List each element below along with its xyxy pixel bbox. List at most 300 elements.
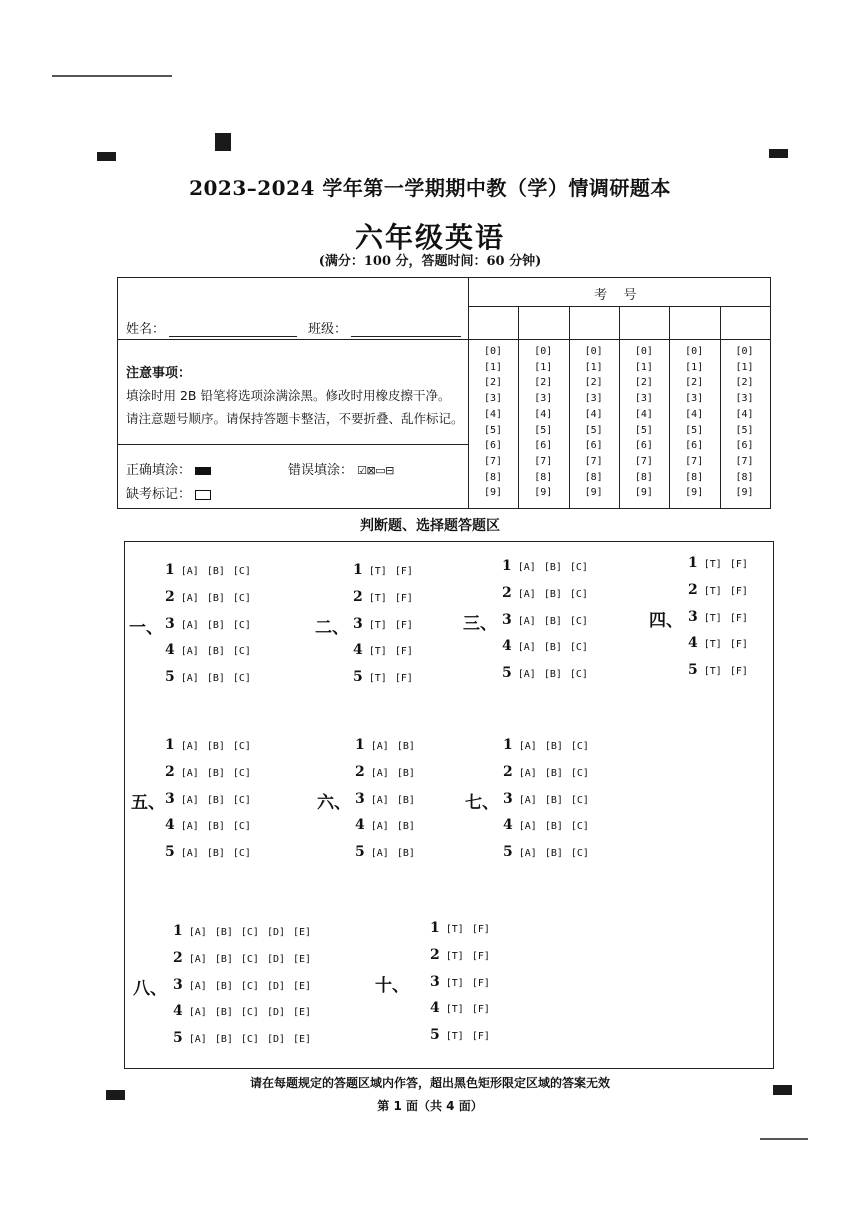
answer-option-bubble[interactable]: [D] [266, 1007, 285, 1019]
answer-option-bubble[interactable]: [A] [518, 794, 537, 806]
question-row [502, 665, 596, 681]
answer-option-bubble[interactable]: [C] [570, 848, 589, 860]
question-number: 5 [165, 669, 175, 686]
exam-digit-bubble[interactable]: [8] [534, 471, 553, 483]
wrong-fill-label: 错误填涂： [288, 463, 354, 478]
exam-digit-bubble[interactable]: [3] [584, 393, 603, 405]
question-row [165, 817, 259, 833]
answer-option-bubble[interactable]: [B] [206, 646, 225, 658]
divider [569, 306, 570, 508]
answer-option-bubble[interactable]: [B] [543, 669, 562, 681]
answer-option-bubble[interactable]: [F] [729, 639, 748, 651]
question-row [502, 585, 596, 601]
exam-digit-bubble[interactable]: [5] [584, 424, 603, 436]
divider [468, 278, 469, 508]
answer-option-bubble[interactable]: [B] [543, 615, 562, 627]
question-row [165, 642, 259, 658]
answer-option-bubble[interactable]: [B] [214, 953, 233, 965]
answer-option-bubble[interactable]: [A] [518, 767, 537, 779]
answer-option-bubble[interactable]: [B] [396, 794, 415, 806]
alignment-mark [215, 133, 231, 151]
answer-option-bubble[interactable]: [C] [570, 821, 589, 833]
exam-digit-bubble[interactable]: [8] [483, 471, 503, 483]
question-number: 3 [503, 790, 513, 807]
exam-digit-bubble[interactable]: [0] [685, 346, 704, 357]
question-row [430, 1000, 498, 1016]
answer-option-bubble[interactable]: [A] [370, 794, 389, 806]
name-field[interactable] [126, 318, 297, 337]
exam-digit-column [574, 344, 614, 501]
divider [118, 444, 468, 445]
answer-option-bubble[interactable]: [A] [517, 562, 536, 573]
exam-digit-column [674, 344, 714, 501]
answer-option-bubble[interactable]: [B] [544, 848, 563, 860]
question-number: 2 [688, 581, 698, 598]
exam-digit-bubble[interactable]: [3] [685, 393, 704, 405]
answer-option-bubble[interactable]: [B] [396, 741, 415, 752]
question-row [353, 562, 421, 578]
answer-option-bubble[interactable]: [C] [232, 646, 251, 658]
answer-option-bubble[interactable]: [C] [569, 615, 588, 627]
answer-option-bubble[interactable]: [F] [471, 1031, 490, 1043]
question-row [165, 589, 259, 605]
absent-mark-legend [126, 483, 211, 502]
answer-option-bubble[interactable]: [B] [543, 588, 562, 600]
answer-option-bubble[interactable]: [C] [232, 592, 251, 604]
exam-digit-bubble[interactable]: [2] [584, 377, 603, 389]
exam-digit-bubble[interactable]: [3] [634, 393, 653, 405]
question-number: 1 [688, 555, 698, 571]
question-row [503, 764, 597, 780]
answer-option-bubble[interactable]: [B] [206, 848, 225, 860]
exam-digit-bubble[interactable]: [5] [634, 424, 653, 436]
answer-option-bubble[interactable]: [C] [569, 669, 588, 681]
answer-option-bubble[interactable]: [B] [396, 767, 415, 779]
divider [720, 306, 721, 508]
question-number: 2 [165, 763, 175, 780]
exam-digit-bubble[interactable]: [6] [534, 440, 553, 452]
question-number: 4 [502, 638, 512, 655]
answer-option-bubble[interactable]: [C] [232, 821, 251, 833]
answer-option-bubble[interactable]: [C] [240, 980, 259, 992]
student-info-box [117, 277, 771, 509]
exam-digit-bubble[interactable]: [8] [685, 471, 704, 483]
scan-line-bottom [760, 1138, 808, 1140]
answer-option-bubble[interactable]: [A] [180, 646, 199, 658]
question-row [173, 923, 319, 939]
question-row [503, 844, 597, 860]
question-row [688, 662, 756, 678]
question-row [173, 950, 319, 966]
question-row [430, 974, 498, 990]
answer-option-bubble[interactable]: [A] [188, 980, 207, 992]
question-number: 1 [503, 737, 513, 753]
answer-option-bubble[interactable]: [C] [232, 767, 251, 779]
question-number: 3 [165, 615, 175, 632]
answer-option-bubble[interactable]: [F] [471, 924, 490, 935]
answer-option-bubble[interactable]: [F] [729, 559, 748, 570]
answer-option-bubble[interactable]: [B] [206, 566, 225, 577]
answer-option-bubble[interactable]: [C] [232, 619, 251, 631]
answer-option-bubble[interactable]: [C] [569, 588, 588, 600]
absent-mark-label: 缺考标记： [126, 487, 192, 502]
answer-option-bubble[interactable]: [E] [293, 980, 312, 992]
exam-digit-bubble[interactable]: [9] [584, 487, 603, 499]
answer-option-bubble[interactable]: [B] [544, 767, 563, 779]
question-number: 1 [173, 923, 183, 939]
answer-option-bubble[interactable]: [C] [240, 1034, 259, 1046]
question-number: 5 [355, 844, 365, 861]
answer-option-bubble[interactable]: [F] [394, 592, 413, 604]
question-row [503, 737, 597, 753]
exam-digit-bubble[interactable]: [4] [685, 408, 704, 420]
question-number: 1 [430, 920, 440, 936]
answer-option-bubble[interactable]: [B] [206, 794, 225, 806]
answer-option-bubble[interactable]: [F] [394, 566, 413, 577]
answer-option-bubble[interactable]: [E] [293, 1007, 312, 1019]
question-row [355, 764, 423, 780]
wrong-fill-legend [288, 459, 394, 478]
answer-option-bubble[interactable]: [F] [729, 585, 748, 597]
answer-option-bubble[interactable]: [B] [206, 821, 225, 833]
exam-digit-bubble[interactable]: [2] [735, 377, 754, 389]
scan-line-top [52, 75, 172, 77]
question-row [503, 817, 597, 833]
answer-option-bubble[interactable]: [C] [240, 927, 259, 938]
question-row [688, 582, 756, 598]
exam-digit-bubble[interactable]: [0] [483, 346, 503, 357]
answer-option-bubble[interactable]: [T] [368, 646, 387, 658]
wrong-fill-samples: ☑⊠▭⊟ [357, 464, 394, 477]
question-row [430, 920, 498, 936]
answer-option-bubble[interactable]: [F] [394, 673, 413, 685]
answer-area [124, 541, 774, 1069]
answer-option-bubble[interactable]: [T] [445, 977, 464, 989]
exam-digit-bubble[interactable]: [5] [685, 424, 704, 436]
answer-option-bubble[interactable]: [C] [570, 767, 589, 779]
question-row [688, 555, 756, 571]
answer-option-bubble[interactable]: [A] [180, 848, 199, 860]
question-number: 4 [173, 1003, 183, 1020]
alignment-mark [97, 152, 116, 161]
answer-option-bubble[interactable]: [D] [266, 953, 285, 965]
answer-option-bubble[interactable]: [T] [703, 666, 722, 678]
answer-option-bubble[interactable]: [T] [368, 619, 387, 631]
exam-digit-bubble[interactable]: [8] [634, 471, 653, 483]
absent-mark-box[interactable] [195, 490, 211, 500]
exam-digit-bubble[interactable]: [2] [534, 377, 553, 389]
exam-digit-bubble[interactable]: [6] [584, 440, 603, 452]
question-number: 4 [503, 817, 513, 834]
exam-digit-bubble[interactable]: [1] [634, 361, 653, 373]
correct-fill-sample [195, 467, 211, 475]
question-number: 1 [502, 558, 512, 574]
question-number: 5 [430, 1027, 440, 1044]
alignment-mark [769, 149, 788, 158]
exam-digit-bubble[interactable]: [6] [483, 440, 503, 452]
question-row [165, 764, 259, 780]
question-number: 1 [353, 562, 363, 578]
exam-digit-bubble[interactable]: [9] [634, 487, 653, 499]
question-number: 4 [165, 642, 175, 659]
answer-option-bubble[interactable]: [B] [214, 927, 233, 938]
answer-option-bubble[interactable]: [B] [544, 821, 563, 833]
exam-digit-bubble[interactable]: [1] [735, 361, 754, 373]
answer-option-bubble[interactable]: [A] [517, 642, 536, 654]
answer-option-bubble[interactable]: [B] [206, 767, 225, 779]
answer-option-bubble[interactable]: [A] [518, 821, 537, 833]
exam-digit-bubble[interactable]: [4] [584, 408, 603, 420]
answer-option-bubble[interactable]: [C] [570, 794, 589, 806]
answer-option-bubble[interactable]: [C] [569, 642, 588, 654]
answer-option-bubble[interactable]: [F] [471, 1004, 490, 1016]
answer-option-bubble[interactable]: [E] [293, 1034, 312, 1046]
answer-option-bubble[interactable]: [A] [180, 767, 199, 779]
question-row [355, 844, 423, 860]
exam-digit-bubble[interactable]: [5] [735, 424, 754, 436]
answer-option-bubble[interactable]: [C] [570, 741, 589, 752]
question-number: 2 [355, 763, 365, 780]
exam-digit-bubble[interactable]: [1] [584, 361, 603, 373]
answer-option-bubble[interactable]: [A] [518, 848, 537, 860]
answer-option-bubble[interactable]: [B] [544, 741, 563, 752]
exam-digit-bubble[interactable]: [7] [534, 455, 553, 467]
exam-digit-bubble[interactable]: [9] [685, 487, 704, 499]
answer-option-bubble[interactable]: [A] [180, 821, 199, 833]
exam-digit-bubble[interactable]: [4] [634, 408, 653, 420]
question-row [165, 669, 259, 685]
answer-option-bubble[interactable]: [A] [188, 1034, 207, 1046]
answer-option-bubble[interactable]: [T] [368, 592, 387, 604]
question-row [165, 737, 259, 753]
question-row [353, 616, 421, 632]
exam-digit-bubble[interactable]: [1] [534, 361, 553, 373]
answer-option-bubble[interactable]: [C] [232, 566, 251, 577]
answer-option-bubble[interactable]: [D] [266, 927, 285, 938]
exam-digit-column [523, 344, 563, 501]
divider [518, 306, 519, 508]
class-blank[interactable] [351, 322, 461, 337]
answer-option-bubble[interactable]: [B] [543, 562, 562, 573]
answer-option-bubble[interactable]: [A] [370, 767, 389, 779]
section-label: 一、 [129, 617, 163, 638]
exam-digit-bubble[interactable]: [7] [634, 455, 653, 467]
answer-option-bubble[interactable]: [B] [214, 1007, 233, 1019]
answer-option-bubble[interactable]: [B] [214, 980, 233, 992]
exam-digit-bubble[interactable]: [7] [483, 455, 503, 467]
exam-digit-bubble[interactable]: [0] [735, 346, 754, 357]
answer-option-bubble[interactable]: [A] [188, 927, 207, 938]
answer-option-bubble[interactable]: [B] [206, 741, 225, 752]
answer-option-bubble[interactable]: [T] [703, 612, 722, 624]
question-number: 4 [355, 817, 365, 834]
answer-option-bubble[interactable]: [A] [188, 1007, 207, 1019]
answer-option-bubble[interactable]: [A] [180, 673, 199, 685]
exam-digit-bubble[interactable]: [0] [634, 346, 653, 357]
answer-option-bubble[interactable]: [F] [394, 646, 413, 658]
answer-option-bubble[interactable]: [F] [729, 612, 748, 624]
question-row [355, 737, 423, 753]
question-row [173, 1003, 319, 1019]
exam-digit-bubble[interactable]: [7] [584, 455, 603, 467]
question-number: 5 [353, 669, 363, 686]
answer-option-bubble[interactable]: [T] [445, 950, 464, 962]
answer-option-bubble[interactable]: [B] [206, 673, 225, 685]
answer-option-bubble[interactable]: [T] [703, 585, 722, 597]
question-row [430, 947, 498, 963]
exam-digit-bubble[interactable]: [4] [534, 408, 553, 420]
answer-option-bubble[interactable]: [A] [180, 794, 199, 806]
section-label: 四、 [649, 610, 683, 631]
answer-option-bubble[interactable]: [A] [180, 592, 199, 604]
answer-option-bubble[interactable]: [A] [370, 821, 389, 833]
answer-option-bubble[interactable]: [T] [445, 924, 464, 935]
question-number: 3 [353, 615, 363, 632]
answer-option-bubble[interactable]: [A] [370, 741, 389, 752]
exam-digit-bubble[interactable]: [3] [735, 393, 754, 405]
question-row [165, 791, 259, 807]
answer-option-bubble[interactable]: [C] [232, 673, 251, 685]
answer-option-bubble[interactable]: [B] [396, 848, 415, 860]
answer-option-bubble[interactable]: [A] [518, 741, 537, 752]
section-label: 三、 [463, 613, 497, 634]
divider [118, 339, 468, 340]
answer-option-bubble[interactable]: [T] [368, 673, 387, 685]
answer-option-bubble[interactable]: [A] [188, 953, 207, 965]
answer-option-bubble[interactable]: [C] [232, 741, 251, 752]
question-row [502, 612, 596, 628]
answer-option-bubble[interactable]: [C] [232, 794, 251, 806]
answer-option-bubble[interactable]: [T] [703, 639, 722, 651]
question-row [688, 609, 756, 625]
answer-option-bubble[interactable]: [E] [293, 927, 312, 938]
exam-digit-bubble[interactable]: [0] [534, 346, 553, 357]
exam-number-label: 考 号 [594, 288, 637, 303]
exam-digit-bubble[interactable]: [9] [534, 487, 553, 499]
question-number: 1 [355, 737, 365, 753]
answer-option-bubble[interactable]: [C] [232, 848, 251, 860]
answer-option-bubble[interactable]: [A] [180, 619, 199, 631]
class-field[interactable] [308, 318, 461, 337]
question-number: 3 [430, 973, 440, 990]
exam-digit-bubble[interactable]: [3] [483, 393, 503, 405]
answer-option-bubble[interactable]: [C] [240, 1007, 259, 1019]
answer-option-bubble[interactable]: [B] [206, 592, 225, 604]
answer-option-bubble[interactable]: [T] [445, 1031, 464, 1043]
subject-title: 六年级英语 [354, 221, 505, 254]
question-row [430, 1027, 498, 1043]
exam-digit-bubble[interactable]: [9] [735, 487, 754, 499]
exam-digit-bubble[interactable]: [6] [735, 440, 754, 452]
exam-digit-column [624, 344, 664, 501]
exam-digit-bubble[interactable]: [2] [685, 377, 704, 389]
exam-digit-bubble[interactable]: [9] [483, 487, 503, 499]
answer-option-bubble[interactable]: [A] [517, 588, 536, 600]
question-row [173, 1030, 319, 1046]
exam-digit-bubble[interactable]: [2] [634, 377, 653, 389]
question-row [355, 791, 423, 807]
question-row [355, 817, 423, 833]
exam-digit-bubble[interactable]: [0] [584, 346, 603, 357]
question-number: 1 [165, 562, 175, 578]
answer-option-bubble[interactable]: [B] [396, 821, 415, 833]
exam-digit-bubble[interactable]: [4] [735, 408, 754, 420]
exam-digit-bubble[interactable]: [6] [685, 440, 704, 452]
question-number: 2 [502, 584, 512, 601]
answer-option-bubble[interactable]: [F] [471, 950, 490, 962]
question-number: 5 [165, 844, 175, 861]
question-number: 3 [688, 608, 698, 625]
exam-digit-bubble[interactable]: [1] [685, 361, 704, 373]
answer-option-bubble[interactable]: [T] [445, 1004, 464, 1016]
exam-digit-bubble[interactable]: [6] [634, 440, 653, 452]
notes-heading: 注意事项： [126, 366, 192, 381]
question-row [502, 638, 596, 654]
answer-option-bubble[interactable]: [C] [569, 562, 588, 573]
section-label: 二、 [315, 617, 349, 638]
answer-option-bubble[interactable]: [E] [293, 953, 312, 965]
question-number: 5 [173, 1030, 183, 1047]
section-label: 七、 [465, 792, 499, 813]
answer-option-bubble[interactable]: [F] [729, 666, 748, 678]
question-row [353, 669, 421, 685]
name-label: 姓名： [126, 322, 166, 337]
question-number: 4 [688, 635, 698, 652]
answer-option-bubble[interactable]: [T] [703, 559, 722, 570]
exam-digit-bubble[interactable]: [8] [735, 471, 754, 483]
answer-option-bubble[interactable]: [C] [240, 953, 259, 965]
answer-option-bubble[interactable]: [A] [180, 566, 199, 577]
answer-option-bubble[interactable]: [T] [368, 566, 387, 577]
answer-option-bubble[interactable]: [A] [517, 615, 536, 627]
question-row [353, 642, 421, 658]
question-number: 3 [165, 790, 175, 807]
question-number: 3 [173, 976, 183, 993]
section-label: 五、 [131, 792, 165, 813]
page-number: 第 1 面（共 4 面） [377, 1099, 483, 1113]
answer-option-bubble[interactable]: [B] [543, 642, 562, 654]
exam-digit-bubble[interactable]: [2] [483, 377, 503, 389]
answer-option-bubble[interactable]: [B] [214, 1034, 233, 1046]
answer-option-bubble[interactable]: [A] [370, 848, 389, 860]
exam-digit-bubble[interactable]: [7] [685, 455, 704, 467]
exam-digit-bubble[interactable]: [5] [534, 424, 553, 436]
answer-option-bubble[interactable]: [B] [206, 619, 225, 631]
answer-option-bubble[interactable]: [F] [471, 977, 490, 989]
question-row [165, 844, 259, 860]
exam-digit-bubble[interactable]: [8] [584, 471, 603, 483]
answer-option-bubble[interactable]: [A] [517, 669, 536, 681]
exam-digit-bubble[interactable]: [7] [735, 455, 754, 467]
question-number: 2 [503, 763, 513, 780]
name-blank[interactable] [169, 322, 297, 337]
answer-option-bubble[interactable]: [D] [266, 980, 285, 992]
answer-area-title: 判断题、选择题答题区 [360, 518, 500, 534]
answer-option-bubble[interactable]: [F] [394, 619, 413, 631]
exam-digit-bubble[interactable]: [3] [534, 393, 553, 405]
question-number: 3 [355, 790, 365, 807]
class-label: 班级： [308, 322, 348, 337]
question-row [688, 635, 756, 651]
exam-digit-bubble[interactable]: [4] [483, 408, 503, 420]
question-number: 3 [502, 611, 512, 628]
answer-option-bubble[interactable]: [A] [180, 741, 199, 752]
answer-option-bubble[interactable]: [D] [266, 1034, 285, 1046]
exam-digit-bubble[interactable]: [1] [483, 361, 503, 373]
answer-option-bubble[interactable]: [B] [544, 794, 563, 806]
exam-digit-bubble[interactable]: [5] [483, 424, 503, 436]
page-title: 2023–2024 学年第一学期期中教（学）情调研题本 [189, 176, 671, 200]
